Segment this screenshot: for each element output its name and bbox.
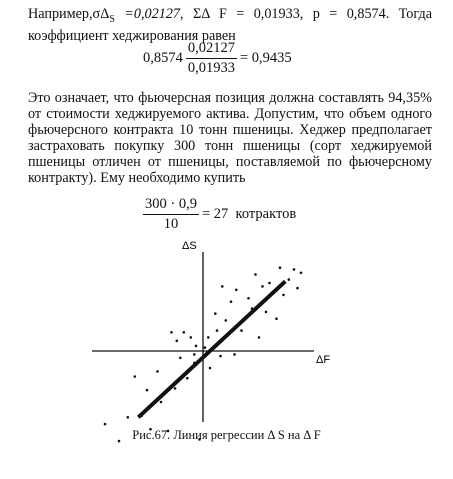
scatter-point: [254, 273, 257, 276]
formula1-denominator: 0,01933: [187, 60, 235, 76]
y-axis-label: ΔS: [182, 240, 197, 252]
figure-caption: Рис.67. Линия регрессии Δ S на Δ F: [132, 428, 321, 442]
scatter-point: [127, 416, 130, 419]
formula1-coefficient: 0,8574: [143, 50, 183, 66]
x-axis-label: ΔF: [316, 354, 331, 366]
scatter-point: [204, 346, 207, 349]
scatter-point: [221, 285, 224, 288]
intro-sigma-value: =0,02127: [114, 6, 180, 22]
scatter-point: [288, 278, 291, 281]
scatter-point: [279, 266, 282, 269]
scatter-point: [268, 282, 271, 285]
scatter-point: [258, 336, 261, 339]
scatter-point: [265, 311, 268, 314]
scatter-point: [195, 345, 198, 348]
intro-lead-subscript: S: [109, 13, 115, 25]
formula2-result: = 27 котрактов: [201, 206, 297, 222]
formula2-denominator: 10: [163, 216, 179, 232]
intro-rest: , ΣΔ F = 0,01933, p = 0,8574. Тогда коэффициент хеджирования равен: [28, 6, 433, 44]
scatter-point: [156, 370, 159, 373]
intro-lead: Например,σΔ: [28, 6, 110, 22]
scatter-point: [190, 336, 193, 339]
scatter-point: [293, 268, 296, 271]
scatter-point: [186, 377, 189, 380]
scatter-point: [209, 367, 212, 370]
scatter-point: [160, 401, 163, 404]
scatter-point: [170, 331, 173, 334]
scatter-point: [179, 357, 182, 360]
scatter-point: [207, 336, 210, 339]
scatter-point: [146, 389, 149, 392]
scatter-point: [261, 285, 264, 288]
scatter-point: [230, 300, 233, 303]
scatter-point: [214, 312, 217, 315]
scatter-point: [216, 329, 219, 332]
scatter-point: [183, 331, 186, 334]
scatter-point: [300, 272, 303, 275]
scatter-point: [176, 340, 179, 343]
formula1-numerator: 0,02127: [186, 40, 237, 59]
scatter-point: [134, 375, 137, 378]
scatter-point: [275, 317, 278, 320]
scatter-point: [193, 353, 196, 356]
paragraph-explanation: Это означает, что фьючерсная позиция должна составлять 94,35% от стоимости хеджируемого актива. Допустим, что объем одного фьючерсного контракта 10 тонн пшеницы. Хеджер предполагает застраховать покупку 300 тонн пшеницы (сорт хеджируемой пшеницы отличен от пшеницы, поставляемой по фьючерсному контракту). Ему необходимо купить: [28, 90, 432, 186]
regression-line: [138, 281, 285, 417]
scatter-point: [247, 297, 250, 300]
scatter-point: [174, 387, 177, 390]
formula1-result: = 0,9435: [240, 50, 292, 66]
scatter-point: [240, 329, 243, 332]
scatter-point: [235, 289, 238, 292]
scatter-point: [104, 423, 107, 426]
scatter-point: [233, 353, 236, 356]
formula2-numerator: 300 · 0,9: [143, 196, 199, 215]
scatter-point: [219, 355, 222, 358]
scatter-point: [225, 319, 228, 322]
scatter-point: [282, 294, 285, 297]
scatter-point: [296, 287, 299, 290]
